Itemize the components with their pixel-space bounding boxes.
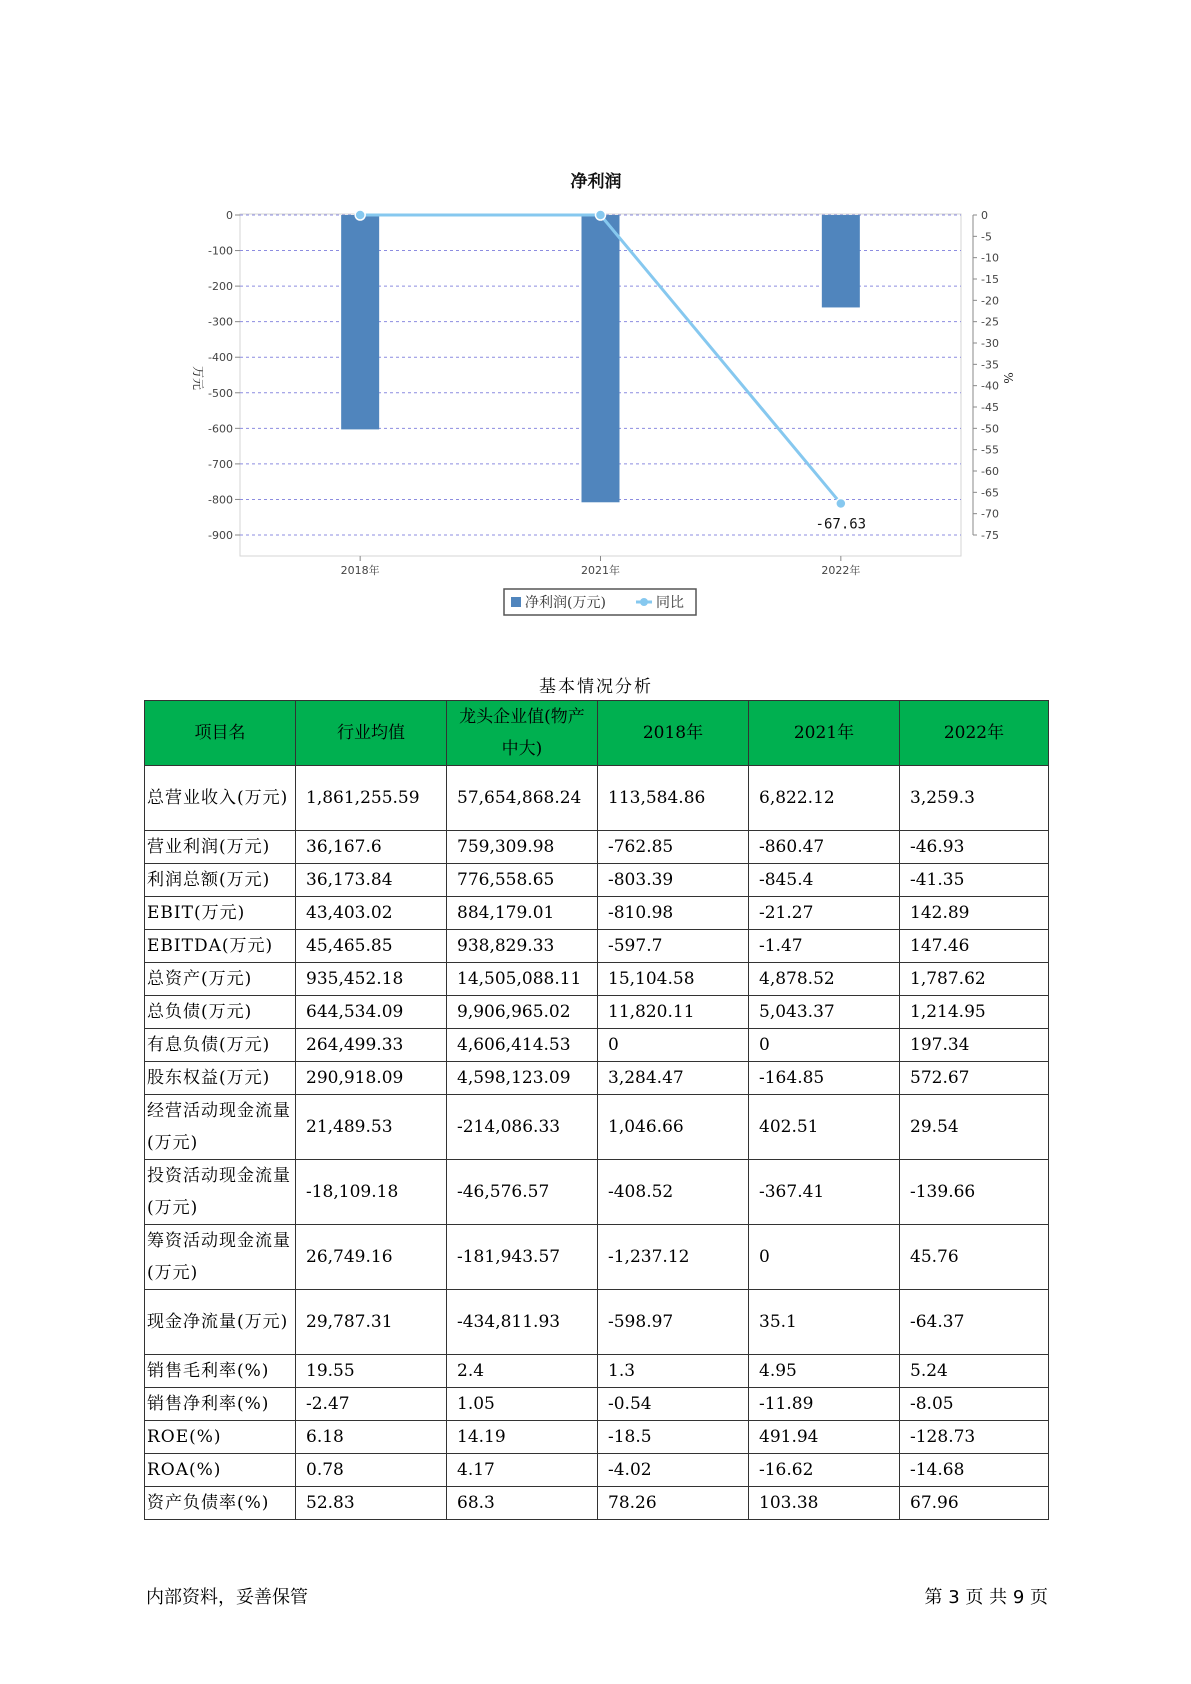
row-label: 资产负债率(%) — [145, 1487, 296, 1520]
table-cell: 67.96 — [900, 1487, 1049, 1520]
y-tick-label: -100 — [208, 244, 233, 258]
table-cell: 264,499.33 — [296, 1029, 447, 1062]
table-row — [145, 930, 1049, 963]
table-cell: 572.67 — [900, 1062, 1049, 1095]
net-profit-bar — [582, 215, 620, 502]
table-cell: 21,489.53 — [296, 1095, 447, 1160]
table-row — [145, 996, 1049, 1029]
legend-label-net-profit: 净利润(万元) — [525, 595, 606, 611]
table-cell: 759,309.98 — [447, 831, 598, 864]
y2-tick-label: -10 — [981, 251, 999, 265]
yoy-point — [836, 499, 846, 509]
table-cell: 43,403.02 — [296, 897, 447, 930]
table-cell: 15,104.58 — [598, 963, 749, 996]
column-header: 2022年 — [900, 701, 1049, 766]
y2-tick-label: -5 — [981, 230, 992, 244]
y2-tick-label: -20 — [981, 294, 999, 308]
table-row — [145, 1029, 1049, 1062]
table-cell: 3,259.3 — [900, 766, 1049, 831]
table-cell: 14.19 — [447, 1421, 598, 1454]
column-header: 2021年 — [749, 701, 900, 766]
table-cell: 1,787.62 — [900, 963, 1049, 996]
table-cell: 884,179.01 — [447, 897, 598, 930]
confidential-note: 内部资料，妥善保管 — [146, 1587, 308, 1608]
table-cell: 1,046.66 — [598, 1095, 749, 1160]
table-cell: 142.89 — [900, 897, 1049, 930]
table-cell: -16.62 — [749, 1454, 900, 1487]
table-cell: 402.51 — [749, 1095, 900, 1160]
y-axis-label: 万元 — [191, 365, 205, 391]
table-cell: 644,534.09 — [296, 996, 447, 1029]
y-tick-label: -600 — [208, 422, 233, 436]
x-tick-label: 2022年 — [821, 564, 861, 577]
table-cell: -810.98 — [598, 897, 749, 930]
table-cell: -1,237.12 — [598, 1225, 749, 1290]
page-number: 第 3 页 共 9 页 — [924, 1587, 1048, 1608]
table-cell: -803.39 — [598, 864, 749, 897]
table-cell: -8.05 — [900, 1388, 1049, 1421]
net-profit-bar — [341, 215, 379, 429]
y-tick-label: -900 — [208, 529, 233, 542]
table-cell: 935,452.18 — [296, 963, 447, 996]
row-label: 总负债(万元) — [145, 996, 296, 1029]
table-cell: -46,576.57 — [447, 1160, 598, 1225]
table-cell: -597.7 — [598, 930, 749, 963]
yoy-point — [596, 210, 606, 220]
table-cell: -845.4 — [749, 864, 900, 897]
table-cell: -1.47 — [749, 930, 900, 963]
y2-tick-label: -65 — [981, 486, 999, 500]
table-cell: -2.47 — [296, 1388, 447, 1421]
table-cell: 45,465.85 — [296, 930, 447, 963]
y2-tick-label: -25 — [981, 315, 999, 329]
y-tick-label: -700 — [208, 457, 233, 471]
table-cell: 36,167.6 — [296, 831, 447, 864]
legend-label-yoy: 同比 — [656, 595, 684, 611]
y-tick-label: -200 — [208, 280, 233, 294]
table-header-row — [145, 701, 1049, 766]
table-row — [145, 1095, 1049, 1160]
table-cell: 45.76 — [900, 1225, 1049, 1290]
table-cell: -46.93 — [900, 831, 1049, 864]
table-cell: 290,918.09 — [296, 1062, 447, 1095]
table-cell: 35.1 — [749, 1290, 900, 1355]
table-cell: -434,811.93 — [447, 1290, 598, 1355]
table-row — [145, 1355, 1049, 1388]
x-tick-label: 2018年 — [340, 564, 380, 577]
table-cell: -598.97 — [598, 1290, 749, 1355]
row-label: 总营业收入(万元) — [145, 766, 296, 831]
table-row — [145, 1487, 1049, 1520]
chart-title: 净利润 — [570, 172, 622, 192]
row-label: 总资产(万元) — [145, 963, 296, 996]
table-cell: -214,086.33 — [447, 1095, 598, 1160]
table-cell: 9,906,965.02 — [447, 996, 598, 1029]
table-cell: 0 — [598, 1029, 749, 1062]
table-cell: -128.73 — [900, 1421, 1049, 1454]
table-row — [145, 1454, 1049, 1487]
table-cell: 68.3 — [447, 1487, 598, 1520]
legend-point-swatch — [640, 598, 648, 606]
table-cell: -408.52 — [598, 1160, 749, 1225]
table-cell: 36,173.84 — [296, 864, 447, 897]
table-row — [145, 1421, 1049, 1454]
table-cell: 938,829.33 — [447, 930, 598, 963]
table-cell: 4.17 — [447, 1454, 598, 1487]
table-cell: -860.47 — [749, 831, 900, 864]
table-cell: 4,598,123.09 — [447, 1062, 598, 1095]
table-cell: -181,943.57 — [447, 1225, 598, 1290]
table-row — [145, 831, 1049, 864]
table-cell: 26,749.16 — [296, 1225, 447, 1290]
net-profit-chart — [0, 0, 1191, 640]
yoy-data-label: -67.63 — [815, 516, 867, 533]
table-cell: -21.27 — [749, 897, 900, 930]
y2-tick-label: -60 — [981, 465, 999, 478]
y2-tick-label: -75 — [981, 529, 999, 542]
table-cell: 19.55 — [296, 1355, 447, 1388]
table-cell: 52.83 — [296, 1487, 447, 1520]
y2-tick-label: -35 — [981, 358, 999, 372]
row-label: 有息负债(万元) — [145, 1029, 296, 1062]
table-cell: -41.35 — [900, 864, 1049, 897]
table-row — [145, 897, 1049, 930]
table-cell: -0.54 — [598, 1388, 749, 1421]
row-label: ROA(%) — [145, 1454, 296, 1487]
table-row — [145, 1160, 1049, 1225]
table-cell: 11,820.11 — [598, 996, 749, 1029]
y2-axis-label: % — [1001, 372, 1015, 384]
y2-tick-label: -30 — [981, 337, 999, 350]
row-label: 销售净利率(%) — [145, 1388, 296, 1421]
table-cell: 5,043.37 — [749, 996, 900, 1029]
table-row — [145, 864, 1049, 897]
y-tick-label: -800 — [208, 493, 233, 507]
row-label: 股东权益(万元) — [145, 1062, 296, 1095]
row-label: EBIT(万元) — [145, 897, 296, 930]
y2-tick-label: -55 — [981, 443, 999, 457]
row-label: 营业利润(万元) — [145, 831, 296, 864]
table-caption: 基本情况分析 — [539, 677, 653, 697]
y-tick-label: -400 — [208, 351, 233, 365]
table-row — [145, 1290, 1049, 1355]
x-tick-label: 2021年 — [581, 564, 620, 577]
row-label: EBITDA(万元) — [145, 930, 296, 963]
table-cell: 147.46 — [900, 930, 1049, 963]
table-row — [145, 766, 1049, 831]
row-label: 经营活动现金流量(万元) — [145, 1095, 296, 1160]
table-cell: -18.5 — [598, 1421, 749, 1454]
table-cell: 0.78 — [296, 1454, 447, 1487]
table-cell: 4,606,414.53 — [447, 1029, 598, 1062]
table-cell: -64.37 — [900, 1290, 1049, 1355]
table-cell: -11.89 — [749, 1388, 900, 1421]
basic-analysis-table — [144, 700, 1049, 1520]
row-label: 现金净流量(万元) — [145, 1290, 296, 1355]
table-cell: 2.4 — [447, 1355, 598, 1388]
table-cell: 6,822.12 — [749, 766, 900, 831]
table-cell: 78.26 — [598, 1487, 749, 1520]
table-cell: 491.94 — [749, 1421, 900, 1454]
column-header: 行业均值 — [296, 701, 447, 766]
table-cell: 113,584.86 — [598, 766, 749, 831]
net-profit-bar — [822, 215, 860, 307]
y2-tick-label: -15 — [981, 273, 999, 286]
legend-bar-swatch — [511, 597, 521, 607]
table-cell: 0 — [749, 1029, 900, 1062]
table-cell: 0 — [749, 1225, 900, 1290]
table-cell: 3,284.47 — [598, 1062, 749, 1095]
table-cell: 4.95 — [749, 1355, 900, 1388]
table-row — [145, 1062, 1049, 1095]
row-label: 投资活动现金流量(万元) — [145, 1160, 296, 1225]
table-cell: 1,214.95 — [900, 996, 1049, 1029]
table-row — [145, 1388, 1049, 1421]
y-tick-label: 0 — [226, 209, 233, 222]
y2-tick-label: -70 — [981, 507, 999, 521]
column-header: 项目名 — [145, 701, 296, 766]
table-cell: 1,861,255.59 — [296, 766, 447, 831]
table-cell: -18,109.18 — [296, 1160, 447, 1225]
row-label: 销售毛利率(%) — [145, 1355, 296, 1388]
column-header: 2018年 — [598, 701, 749, 766]
table-cell: 57,654,868.24 — [447, 766, 598, 831]
y-tick-label: -300 — [208, 315, 233, 329]
table-cell: 4,878.52 — [749, 963, 900, 996]
table-cell: -139.66 — [900, 1160, 1049, 1225]
table-cell: 5.24 — [900, 1355, 1049, 1388]
yoy-point — [355, 210, 365, 220]
table-cell: 776,558.65 — [447, 864, 598, 897]
table-cell: -164.85 — [749, 1062, 900, 1095]
table-cell: 197.34 — [900, 1029, 1049, 1062]
row-label: ROE(%) — [145, 1421, 296, 1454]
y2-tick-label: 0 — [981, 209, 988, 222]
y2-tick-label: -40 — [981, 379, 999, 393]
table-cell: -14.68 — [900, 1454, 1049, 1487]
y2-tick-label: -45 — [981, 401, 999, 414]
table-cell: 29,787.31 — [296, 1290, 447, 1355]
table-row — [145, 963, 1049, 996]
table-cell: 1.3 — [598, 1355, 749, 1388]
table-row — [145, 1225, 1049, 1290]
column-header: 龙头企业值(物产中大) — [447, 701, 598, 766]
y-tick-label: -500 — [208, 386, 233, 400]
row-label: 筹资活动现金流量(万元) — [145, 1225, 296, 1290]
table-cell: -4.02 — [598, 1454, 749, 1487]
table-cell: -762.85 — [598, 831, 749, 864]
row-label: 利润总额(万元) — [145, 864, 296, 897]
table-cell: 1.05 — [447, 1388, 598, 1421]
y2-tick-label: -50 — [981, 422, 999, 436]
table-cell: -367.41 — [749, 1160, 900, 1225]
table-cell: 6.18 — [296, 1421, 447, 1454]
table-cell: 29.54 — [900, 1095, 1049, 1160]
table-cell: 14,505,088.11 — [447, 963, 598, 996]
table-cell: 103.38 — [749, 1487, 900, 1520]
